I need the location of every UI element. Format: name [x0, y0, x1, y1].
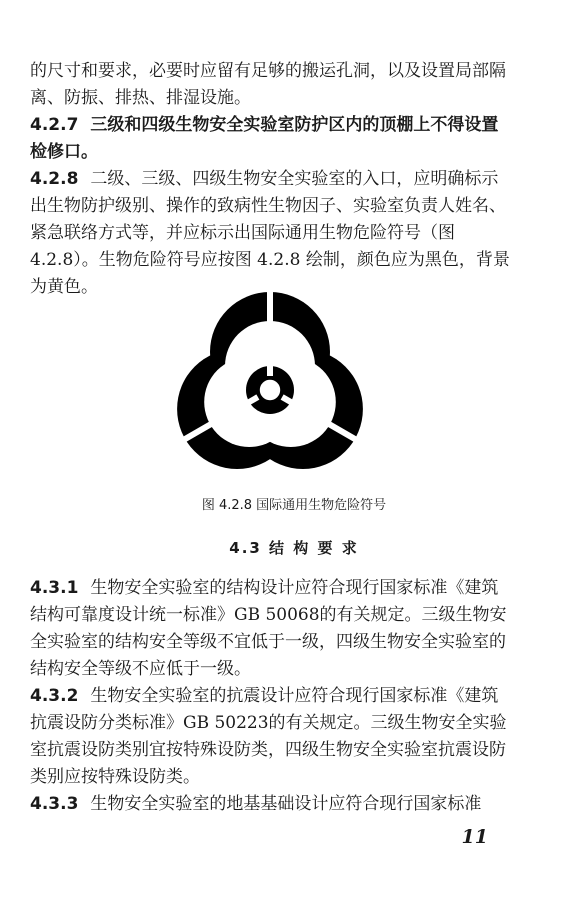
clause-number: 4.2.8 [30, 169, 79, 189]
section-title: 4.3 结 构 要 求 [229, 539, 359, 557]
text-line: 全实验室的结构安全等级不宜低于一级，四级生物安全实验室的 [30, 632, 506, 652]
text-line: 结构安全等级不应低于一级。 [30, 659, 251, 679]
clause-number: 4.3.1 [30, 578, 79, 598]
figure-caption: 图 4.2.8 国际通用生物危险符号 [201, 498, 387, 513]
clause-text: 生物安全实验室的地基基础设计应符合现行国家标准 [90, 794, 482, 814]
clause-text: 三级和四级生物安全实验室防护区内的顶棚上不得设置 [90, 115, 499, 135]
text-line: 检修口。 [30, 142, 98, 162]
text-line: 的尺寸和要求，必要时应留有足够的搬运孔洞，以及设置局部隔 [30, 61, 506, 81]
clause-text: 生物安全实验室的结构设计应符合现行国家标准《建筑 [90, 578, 499, 598]
clause-4-2-8 [30, 166, 558, 193]
page-number: 11 [461, 826, 488, 848]
clause-4-3-1 [30, 575, 558, 602]
text-line: 4.2.8）。生物危险符号应按图 4.2.8 绘制，颜色应为黑色，背景 [30, 250, 510, 270]
clause-4-3-2 [30, 683, 558, 710]
text-line: 为黄色。 [30, 277, 98, 297]
text-line: 出生物防护级别、操作的致病性生物因子、实验室负责人姓名、 [30, 196, 506, 216]
text-line: 抗震设防分类标准》GB 50223的有关规定。三级生物安全实验 [30, 713, 507, 733]
text-line: 结构可靠度设计统一标准》GB 50068的有关规定。三级生物安 [30, 605, 507, 625]
clause-text: 生物安全实验室的抗震设计应符合现行国家标准《建筑 [90, 686, 499, 706]
clause-text: 二级、三级、四级生物安全实验室的入口，应明确标示 [90, 169, 499, 189]
text-line: 类别应按特殊设防类。 [30, 767, 200, 787]
clause-number: 4.3.2 [30, 686, 79, 706]
biohazard-symbol-icon [160, 285, 380, 495]
clause-4-3-3 [30, 791, 558, 818]
text-line: 紧急联络方式等，并应标示出国际通用生物危险符号（图 [30, 223, 455, 243]
text-line: 室抗震设防类别宜按特殊设防类，四级生物安全实验室抗震设防 [30, 740, 506, 760]
clause-number: 4.3.3 [30, 794, 79, 814]
text-line: 离、防振、排热、排湿设施。 [30, 88, 251, 108]
clause-4-2-7 [30, 112, 558, 139]
clause-number: 4.2.7 [30, 115, 79, 135]
